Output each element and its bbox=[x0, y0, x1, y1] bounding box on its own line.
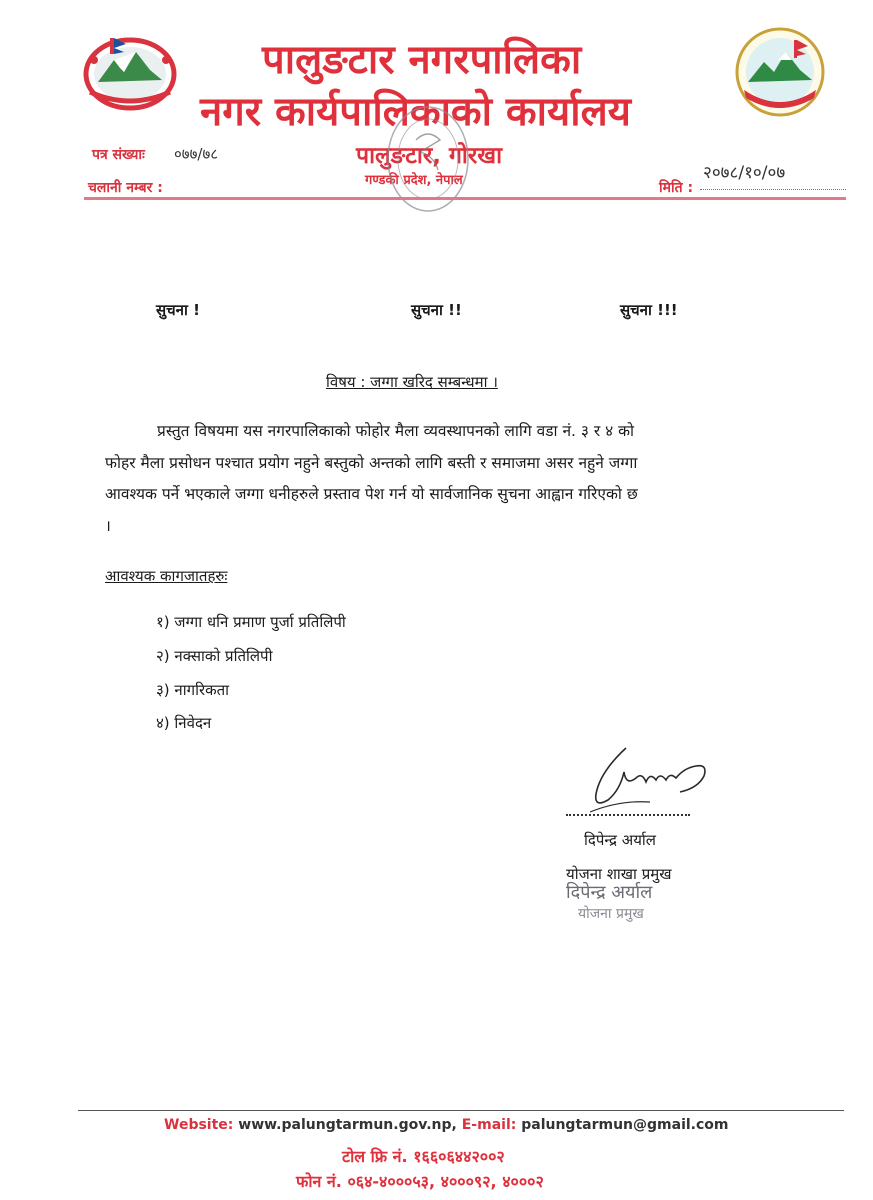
nepal-emblem-icon bbox=[80, 30, 180, 112]
dispatch-no-label: चलानी नम्बर : bbox=[88, 180, 163, 196]
footer-contacts bbox=[164, 1117, 728, 1133]
body-line-4: । bbox=[105, 516, 111, 535]
tollfree-number: टोल फ्रि नं. १६६०६४४२००२ bbox=[342, 1147, 505, 1166]
document-item-3: ३) नागरिकता bbox=[156, 681, 230, 699]
phone-numbers: फोन नं. ०६४-४०००५३, ४०००९२, ४०००२ bbox=[296, 1172, 544, 1191]
office-title: नगर कार्यपालिकाको कार्यालय bbox=[200, 89, 631, 135]
signature-line bbox=[566, 814, 690, 816]
email-link[interactable]: palungtarmun@gmail.com bbox=[521, 1117, 729, 1133]
email-label: E-mail: bbox=[461, 1117, 517, 1133]
letter-no-label: पत्र संख्याः bbox=[92, 147, 145, 163]
signatory-post: योजना शाखा प्रमुख bbox=[566, 865, 672, 883]
body-paragraph bbox=[105, 416, 771, 542]
municipality-logo-icon bbox=[734, 26, 826, 118]
website-link[interactable]: www.palungtarmun.gov.np, bbox=[238, 1117, 457, 1133]
signatory-name: दिपेन्द्र अर्याल bbox=[584, 831, 656, 849]
notice-3: सुचना !!! bbox=[620, 301, 678, 319]
body-line-3: आवश्यक पर्ने भएकाले जग्गा धनीहरुले प्रस्ताव पेश गर्न यो सार्वजानिक सुचना आह्वान गरिएको छ bbox=[105, 485, 638, 503]
date-value: २०७८/१०/०७ bbox=[703, 163, 786, 183]
office-stamp-icon bbox=[380, 100, 476, 218]
date-label: मिति : bbox=[659, 180, 694, 196]
stamp-post: योजना प्रमुख bbox=[578, 906, 644, 922]
letter-no-value: ०७७/७८ bbox=[174, 145, 219, 163]
body-line-2: फोहर मैला प्रसोधन पश्चात प्रयोग नहुने बस्तुको अन्तको लागि बस्ती र समाजमा असर नहुने जग्गा bbox=[105, 453, 638, 472]
document-item-2: २) नक्साको प्रतिलिपी bbox=[156, 647, 273, 665]
notice-1: सुचना ! bbox=[156, 301, 200, 319]
stamp-name: दिपेन्द्र अर्याल bbox=[566, 882, 653, 903]
document-item-1: १) जग्गा धनि प्रमाण पुर्जा प्रतिलिपी bbox=[156, 613, 346, 631]
documents-title: आवश्यक कागजातहरुः bbox=[105, 567, 228, 585]
subject-line: विषय : जग्गा खरिद सम्बन्धमा । bbox=[326, 373, 498, 391]
date-dotted-line bbox=[700, 188, 846, 190]
document-item-4: ४) निवेदन bbox=[156, 714, 212, 732]
notice-2: सुचना !! bbox=[411, 301, 462, 319]
municipality-title: पालुङटार नगरपालिका bbox=[262, 37, 582, 83]
signature-icon bbox=[580, 742, 714, 816]
office-address: पालुङटार, गोरखा bbox=[356, 143, 503, 169]
website-label: Website: bbox=[164, 1117, 234, 1133]
footer-divider bbox=[78, 1110, 844, 1111]
body-line-1: प्रस्तुत विषयमा यस नगरपालिकाको फोहोर मैला व्यवस्थापनको लागि वडा नं. ३ र ४ को bbox=[157, 422, 635, 440]
province-text: गण्डकी प्रदेश, नेपाल bbox=[365, 173, 463, 188]
header-divider bbox=[84, 197, 846, 200]
